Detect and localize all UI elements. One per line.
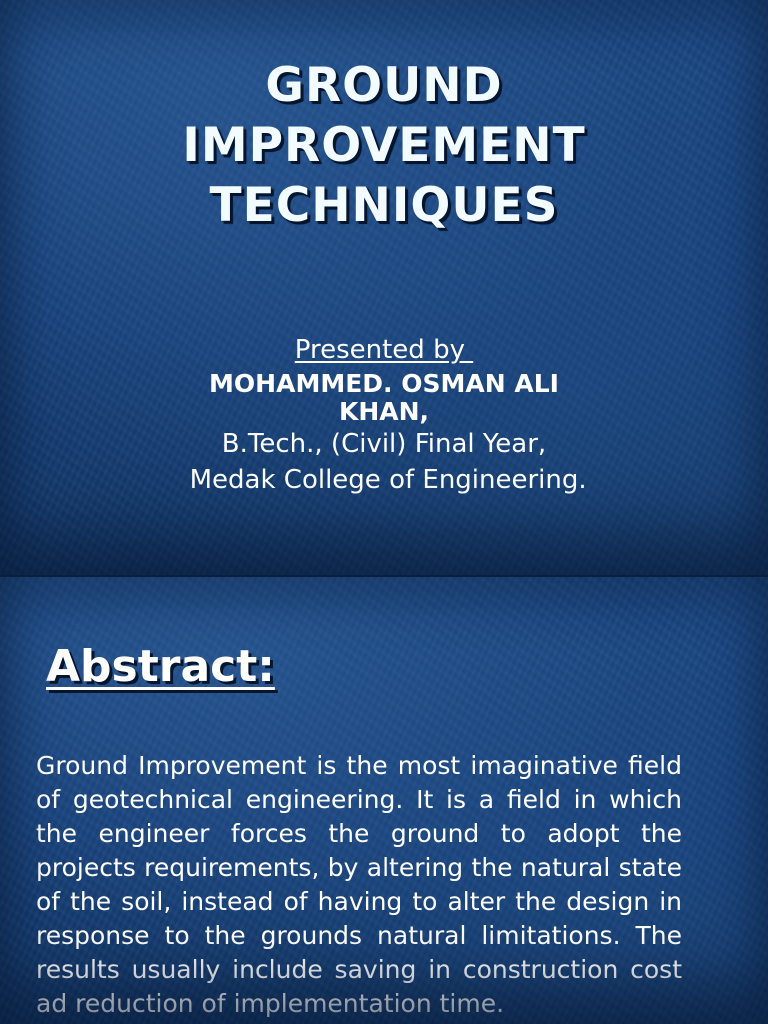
author-name: [0, 370, 768, 426]
presented-by-label: Presented by: [294, 335, 474, 365]
college-name: Medak College of Engineering.: [181, 465, 587, 495]
author-name-line: KHAN,: [338, 397, 430, 426]
abstract-heading: Abstract:: [46, 641, 275, 692]
title-line: TECHNIQUES: [209, 178, 559, 233]
title-line: IMPROVEMENT: [182, 118, 586, 173]
title-line: GROUND: [265, 58, 503, 113]
author-name-line: MOHAMMED. OSMAN ALI: [209, 369, 559, 398]
presenter-block: [0, 334, 768, 498]
abstract-slide: [0, 577, 768, 1024]
presentation-title: [0, 56, 768, 236]
abstract-body: Ground Improvement is the most imaginative field of geotechnical engineering. It is a field in which the engineer forces the ground to adopt the projects requirements, by altering the natural state of the soil, instead of having to alter the design in response to the grounds natural limitations. The results usually include saving in construction cost ad reduction of implementation time.: [36, 751, 682, 1018]
course-info: B.Tech., (Civil) Final Year,: [221, 429, 547, 459]
